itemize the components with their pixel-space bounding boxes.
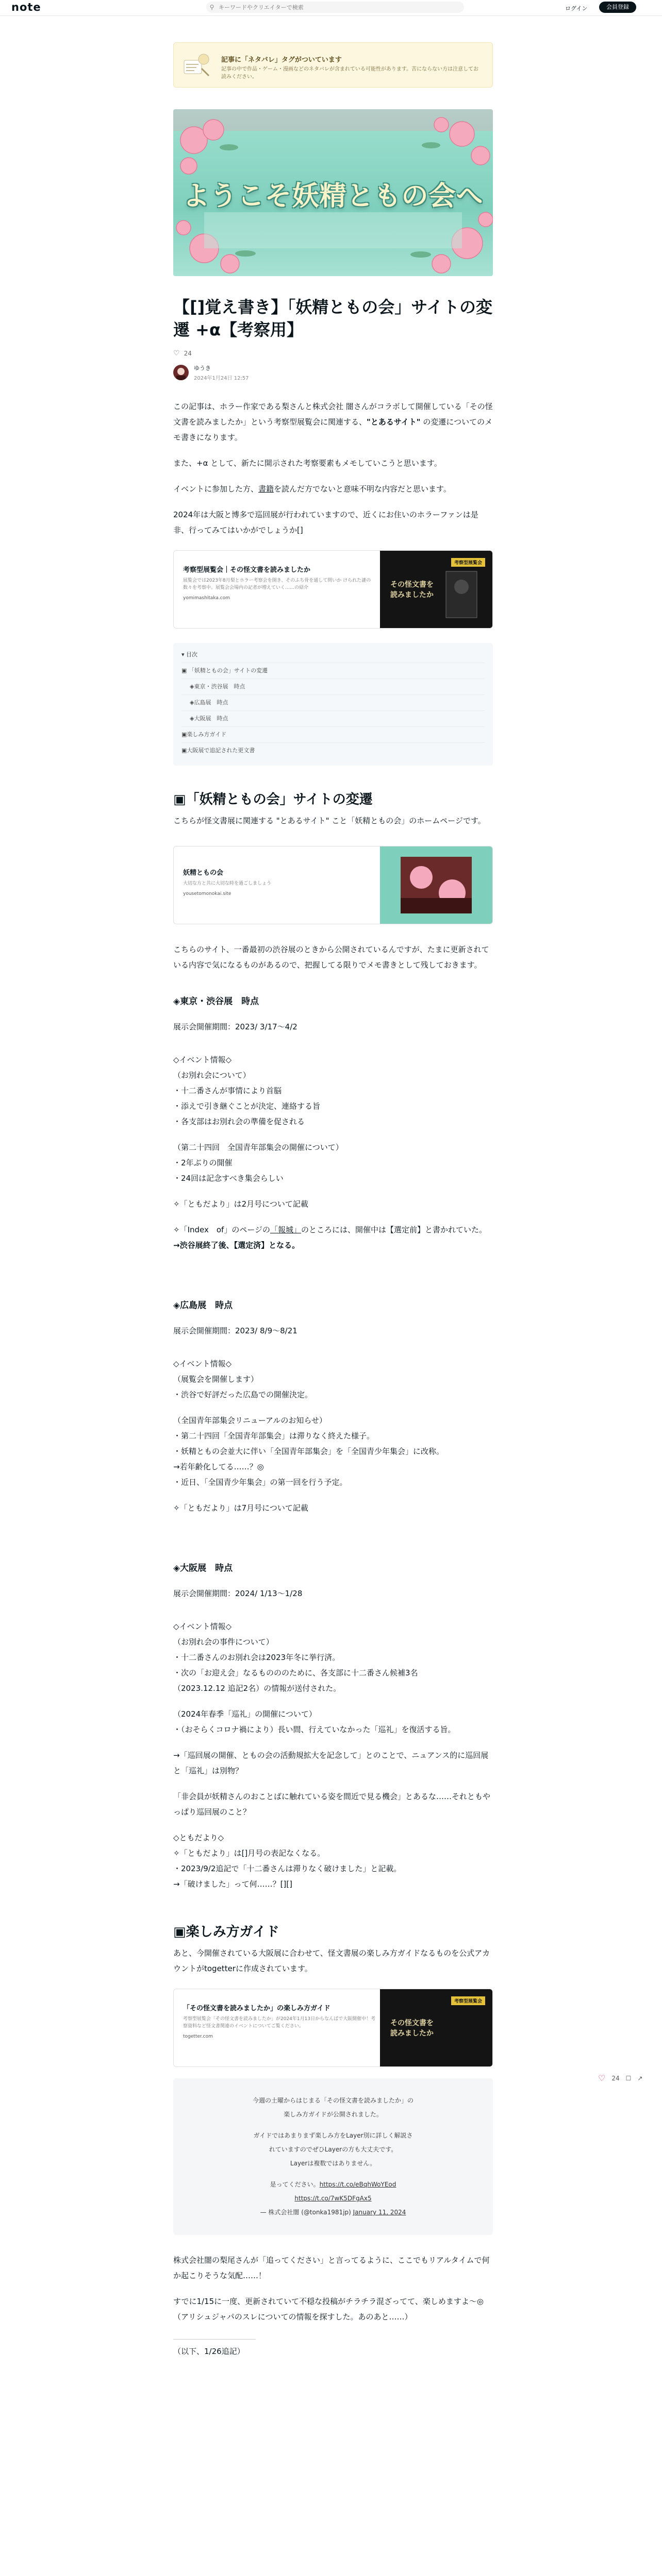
osaka-tomo-head: ◇ともだより◇ (173, 1833, 224, 1842)
tweet-follow: 是ってください。https://t.co/eBqhWoYEod (270, 2181, 396, 2188)
link-card-url: yomimashitaka.com (183, 596, 230, 601)
link-card-thumbnail (380, 551, 492, 628)
tokyo-info-line: ・添えで引き継ぐことが決定、連絡する旨 (173, 1101, 321, 1111)
spoiler-notice (173, 42, 493, 88)
intro-paragraph-1: この記事は、ホラー作家である梨さんと株式会社 闇さんがコラボして開催している「その怪文書を読みましたか」という考察型展覧会に関連する、"とあるサイト" の変遷についてのメモ書きになります。 (173, 402, 493, 442)
avatar[interactable] (173, 365, 189, 380)
spoiler-illustration-icon (181, 50, 213, 80)
link-card-desc: 大切な方と共に大切な時を過ごしましょう (183, 881, 272, 886)
thumbnail-photo-icon (380, 846, 492, 924)
article-title: 【[]覚え書き】「妖精ともの会」サイトの変遷 +α【考察用】 (173, 297, 493, 340)
subheading-hiroshima: ◈広島展 時点 (173, 1300, 233, 1311)
floating-like-count: 24 (611, 2074, 620, 2082)
hiroshima-period: 展示会開催期間：2023/ 8/9〜8/21 (173, 1326, 297, 1335)
guide-paragraph-4: （アリシュジャパのスレについての情報を探すした。あのあと……） (173, 2312, 412, 2321)
hiroshima-assembly-line: ・近日、「全国青少年集会」の第一回を行う予定。 (173, 1478, 347, 1487)
tokyo-tomodayori: ✧「ともだより」は2月号について記載 (173, 1199, 308, 1209)
toc-item[interactable]: ◈広島展 時点 (181, 694, 485, 710)
embedded-tweet (173, 2078, 493, 2235)
tweet-link[interactable]: https://t.co/eBqhWoYEod (319, 2181, 396, 2188)
like-count: 24 (184, 350, 192, 357)
hiroshima-info-head: ◇イベント情報◇ (173, 1359, 232, 1368)
tweet-line: ガイドではあまりまず楽しみ方をLayer別に詳しく解説さ (253, 2132, 413, 2139)
floating-action-bar (598, 2073, 642, 2083)
link-card-exhibition[interactable] (173, 550, 493, 629)
diamond-bullet-icon: ◈ (190, 683, 194, 690)
hiroshima-assembly-line: ・妖精ともの会並大に伴い「全国青年部集会」を「全国青少年集会」に改称。 (173, 1447, 444, 1456)
tokyo-info-sub: （お別れ会について） (173, 1071, 251, 1080)
link-card-thumbnail (380, 846, 492, 924)
link-card-title: 考察型展覧会｜その怪文書を読みましたか (183, 566, 311, 574)
osaka-paragraph-2: 「非会員が妖精さんのおことばに触れている姿を間近で見る機会」とあるな……それともやっぱり巡回展のこと？ (173, 1792, 491, 1817)
osaka-info-head: ◇イベント情報◇ (173, 1622, 232, 1631)
intro-paragraph-4: 2024年は大阪と博多で巡回展が行われていますので、近くにお住いのホラーファンは是非、行ってみてはいかがでしょうか[] (173, 510, 478, 535)
osaka-info-line: （2023.12.12 追記2名）の情報が送付された。 (173, 1684, 341, 1693)
link-card-title: 「その怪文書を読みましたか」の楽しみ方ガイド (183, 2005, 330, 2012)
signup-button[interactable]: 会員登録 (599, 2, 636, 13)
square-bullet-icon: ▣ (181, 667, 189, 674)
thumbnail-title: その怪文書を読みましたか (390, 581, 434, 599)
toc-heading[interactable]: ▾ 目次 (181, 651, 198, 658)
notice-body: 記事の中で作品・ゲーム・漫画などのネタバレが含まれている可能性があります。苦にならない方は注意してお読みください。 (221, 66, 479, 80)
tweet-line: れていますのでぜひLayerの方も大丈夫です。 (269, 2146, 398, 2153)
osaka-info-line: ・次の「お迎え会」なるものののために、各支部に十二番さん候補3名 (173, 1668, 418, 1677)
tokyo-assembly-head: （第二十四回 全国青年部集会の開催について） (173, 1143, 343, 1152)
link-card-url: yousetomonokai.site (183, 891, 231, 896)
osaka-tomo-line: →「破けました」って何……？[][] (173, 1879, 292, 1889)
tweet-date-link[interactable]: January 11, 2024 (353, 2209, 406, 2216)
guide-paragraph-2: 株式会社闇の梨尾さんが「追ってください」と言ってるように、ここでもリアルタイムで何か起こりそうな気配……！ (173, 2256, 490, 2280)
osaka-assembly-line: ・（おそらくコロナ禍により）長い間、行えていなかった「巡礼」を復活する旨。 (173, 1725, 456, 1734)
thumbnail-title: その怪文書を読みましたか (390, 2019, 434, 2038)
section-heading-guide: ▣楽しみ方ガイド (173, 1924, 279, 1940)
publish-date: 2024年1月24日 12:57 (194, 376, 249, 381)
osaka-tomo-line: ✧「ともだより」は[]月号の表記なくなる。 (173, 1849, 325, 1858)
index-link[interactable]: 「報城」 (270, 1225, 302, 1234)
link-card-togetter[interactable] (173, 1989, 493, 2067)
link-card-thumbnail (380, 1989, 492, 2066)
toc-item[interactable]: ▣ 「妖精ともの会」サイトの変遷 (181, 663, 485, 679)
note-logo[interactable]: note (11, 1, 41, 13)
site-header (0, 0, 662, 16)
intro-paragraph-3: イベントに参加した方、書籍を読んだ方でないと意味不明な内容だと思います。 (173, 484, 451, 494)
article (173, 42, 493, 2359)
section1-paragraph-2: こちらのサイト、一番最初の渋谷展のときから公開されているんですが、たまに更新されている内容で気になるものがあるので、把握してる限りでメモ書きとして残しておきます。 (173, 945, 489, 970)
toc-item[interactable]: ◈大阪展 時点 (181, 710, 485, 726)
thumbnail-badge: 考察型展覧会 (451, 558, 485, 567)
tweet-author: — 株式会社闇 (@tonka1981jp) January 11, 2024 (260, 2209, 406, 2216)
thumbnail-badge: 考察型展覧会 (451, 1996, 485, 2005)
hiroshima-tomodayori: ✧「ともだより」は7月号について記載 (173, 1503, 308, 1513)
search-icon: ⚲ (209, 4, 214, 11)
tokyo-index-result: →渋谷展終了後、【選定済】となる。 (173, 1241, 300, 1250)
hiroshima-info-sub: （展覧会を開催します） (173, 1375, 259, 1384)
link-card-url: togetter.com (183, 2034, 213, 2039)
hiroshima-info-line: ・渋谷で好評だった広島での開催決定。 (173, 1390, 313, 1399)
hiroshima-assembly-line: →若年齢化してる……？◎ (173, 1462, 264, 1471)
tweet-line (194, 2122, 472, 2129)
login-link[interactable]: ログイン (565, 5, 588, 12)
search-bar[interactable] (206, 2, 464, 13)
tweet-line: 楽しみ方ガイドが公開されました。 (284, 2111, 383, 2118)
tweet-link[interactable]: https://t.co/7wK5DFgAx5 (294, 2195, 372, 2202)
link-card-fairy-site[interactable] (173, 846, 493, 924)
avatar-face-icon (173, 365, 189, 380)
author-name[interactable]: ゆうき (194, 365, 211, 371)
bookmark-icon[interactable]: ☐ (625, 2074, 632, 2082)
link-card-desc: 展覧会では2023年8月梨とホラー考察会を開き、そのふち骨を通して問いか けられた謎の数々を考察中。展覧会会場内の記者が増えていく……の紹介 (183, 578, 371, 590)
toc-item[interactable]: ▣大阪展で追記された更文書 (181, 742, 485, 758)
section-heading-site-history: ▣「妖精ともの会」サイトの変遷 (173, 792, 373, 807)
osaka-tomo-line: ・2023/9/2追記で「十二番さんは滞りなく破けました」と記載。 (173, 1864, 402, 1873)
subheading-osaka: ◈大阪展 時点 (173, 1563, 233, 1573)
book-link[interactable]: 書籍 (258, 484, 274, 494)
hero-title: ようこそ妖精ともの会へ (183, 181, 484, 212)
osaka-assembly-head: （2024年春季「巡礼」の開催について） (173, 1709, 317, 1719)
square-bullet-icon: ▣ (181, 747, 187, 754)
update-note: （以下、1/26追記） (173, 2347, 245, 2356)
table-of-contents (173, 643, 493, 766)
author-row (173, 364, 493, 381)
hero-image (173, 109, 493, 276)
subheading-tokyo: ◈東京・渋谷展 時点 (173, 996, 259, 1007)
tokyo-info-line: ・各支部はお別れ会の準備を促される (173, 1117, 305, 1126)
link-card-desc: 考察型展覧会「その怪文書を読みましたか」が2024年1月13日からなんばで大阪開催中！考察資料など怪文書関連のイベントについてご覧ください。 (183, 2016, 376, 2029)
guide-paragraph-1: あと、今開催されている大阪展に合わせて、怪文書展の楽しみ方ガイドなるものを公式アカウントがtogetterに作成されています。 (173, 1948, 490, 1973)
divider (173, 2339, 256, 2340)
search-input[interactable] (218, 4, 457, 11)
heart-icon[interactable]: ♡ (598, 2073, 606, 2083)
osaka-period: 展示会開催期間：2024/ 1/13〜1/28 (173, 1589, 303, 1598)
toc-item[interactable]: ▣楽しみ方ガイド (181, 726, 485, 742)
tokyo-info-head: ◇イベント情報◇ (173, 1055, 232, 1064)
diamond-bullet-icon: ◈ (190, 699, 194, 706)
notice-title: 記事に「ネタバレ」タグがついています (221, 56, 342, 64)
diamond-bullet-icon: ◈ (190, 715, 194, 722)
square-bullet-icon: ▣ (181, 731, 187, 738)
toc-item[interactable]: ◈東京・渋谷展 時点 (181, 679, 485, 694)
chevron-down-icon: ▾ (181, 651, 187, 658)
hiroshima-assembly-head: （全国青年部集会リニューアルのお知らせ） (173, 1416, 327, 1425)
likes-row (173, 349, 493, 358)
heart-outline-icon[interactable]: ♡ (173, 349, 180, 358)
tokyo-info-line: ・十二番さんが事情により首脳 (173, 1086, 282, 1095)
osaka-info-sub: （お別れ会の事件について） (173, 1637, 274, 1647)
share-icon[interactable]: ↗ (637, 2074, 643, 2082)
section1-paragraph-1: こちらが怪文書展に関連する "とあるサイト" こと「妖精ともの会」のホームページです。 (173, 816, 486, 825)
tokyo-assembly-line: ・2年ぶりの開催 (173, 1158, 233, 1167)
tokyo-period: 展示会開催期間：2023/ 3/17〜4/2 (173, 1022, 297, 1031)
tweet-line: 今週の土曜からはじまる「その怪文書を読みましたか」の (252, 2097, 413, 2104)
hiroshima-assembly-line: ・第二十四回「全国青年部集会」は滞りなく終えた様子。 (173, 1431, 375, 1440)
tweet-line: Layerは複数ではありません。 (290, 2160, 376, 2167)
osaka-info-line: ・十二番さんのお別れ会は2023年冬に挙行済。 (173, 1653, 340, 1662)
osaka-paragraph-1: →「巡回展の開催、ともの会の活動規拡大を記念して」とのことで、ニュアンス的に巡回展と「巡礼」は別物？ (173, 1751, 489, 1775)
intro-paragraph-2: また、+α として、新たに開示された考察要素もメモしていこうと思います。 (173, 459, 442, 468)
thumbnail-figure-icon (441, 566, 482, 623)
tokyo-assembly-line: ・24回は記念すべき集会らしい (173, 1174, 284, 1183)
link-card-title: 妖精ともの会 (183, 869, 224, 877)
guide-paragraph-3: すでに1/15に一度、更新されていて不穏な投稿がチラチラ混ざってて、楽しめますよ〜◎ (173, 2297, 484, 2306)
tokyo-index-note: ✧「Index of」のページの「報城」のところには、開催中は【選定前】と書かれていた。 (173, 1225, 487, 1234)
